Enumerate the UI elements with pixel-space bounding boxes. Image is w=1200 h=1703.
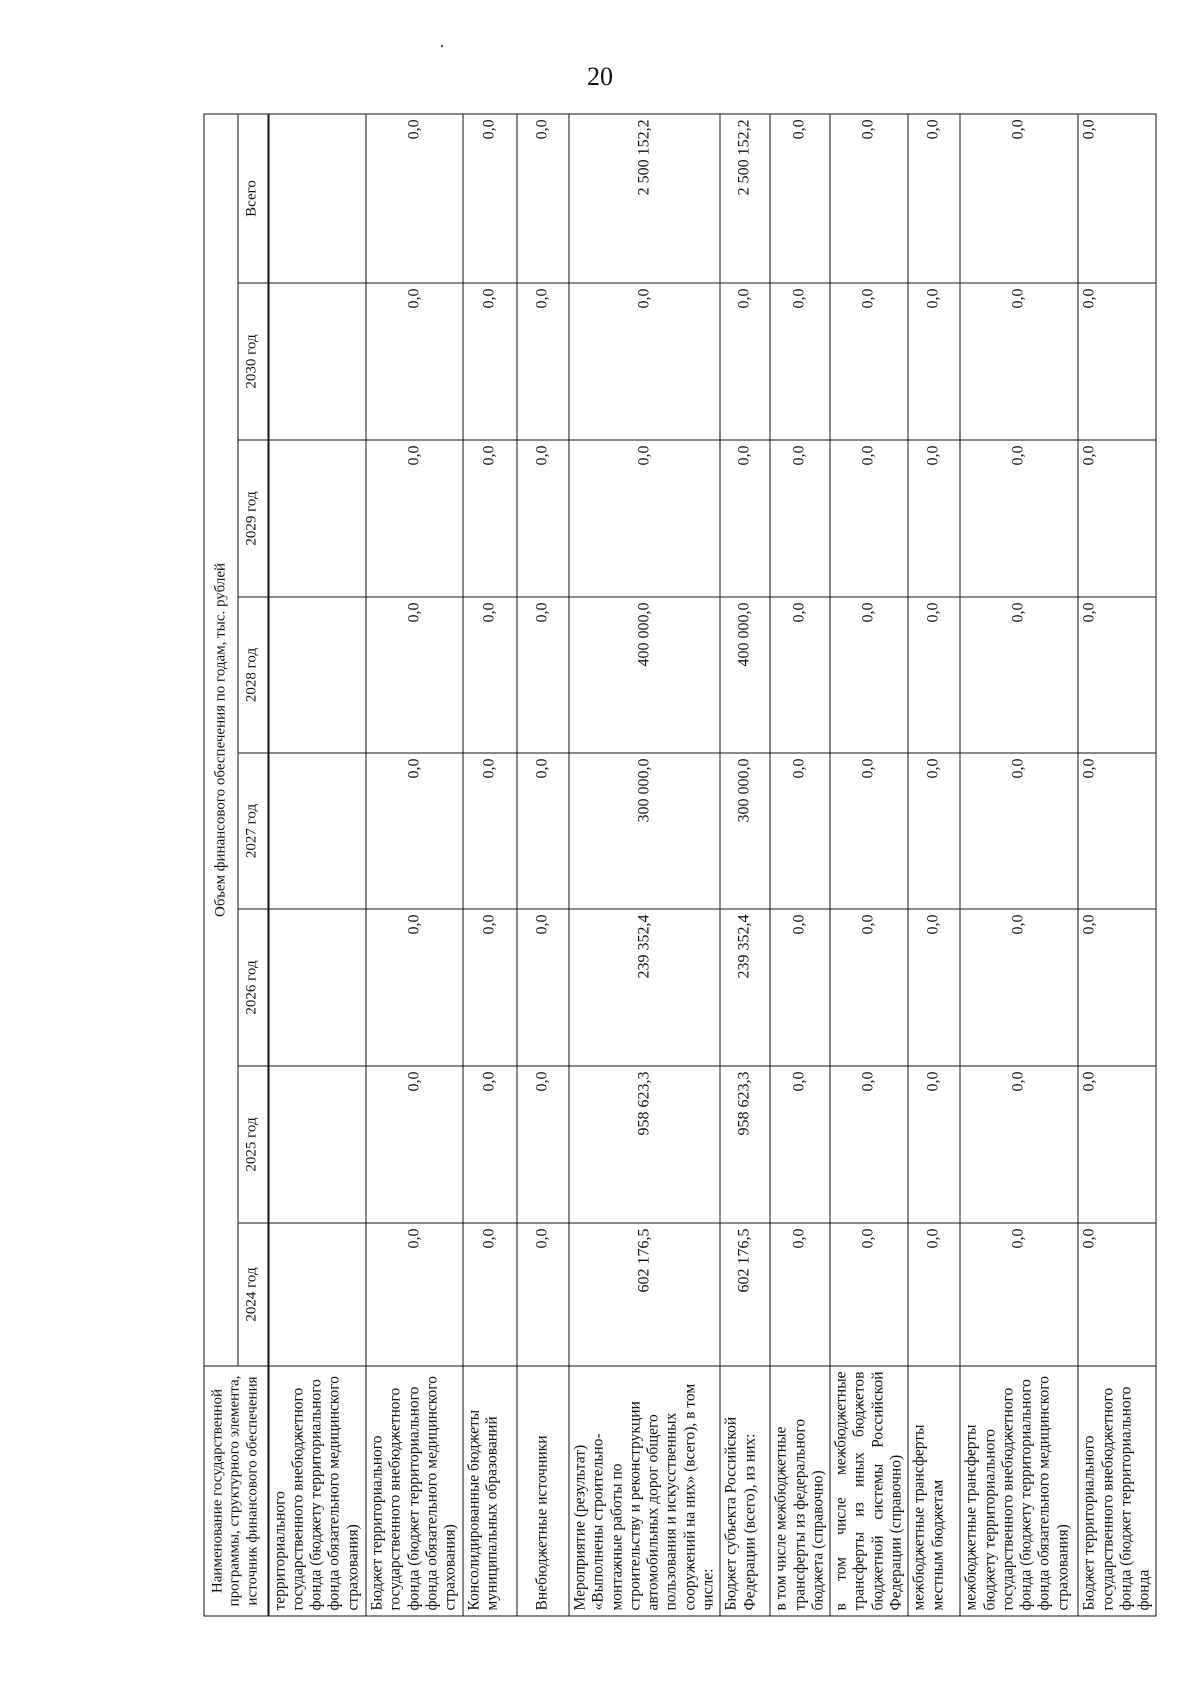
value-cell: 0,0 xyxy=(1078,597,1156,753)
value-cell: 0,0 xyxy=(517,909,569,1066)
value-cell: 0,0 xyxy=(908,1223,960,1366)
value-cell xyxy=(268,597,366,753)
value-cell: 0,0 xyxy=(517,113,569,282)
row-name: в том числе межбюджетные трансферты из иных бюджетов бюджетной системы Российской Федерации (справочно) xyxy=(830,1366,908,1616)
value-cell: 0,0 xyxy=(1078,1223,1156,1366)
value-cell: 300 000,0 xyxy=(720,753,770,909)
header-total: Всего xyxy=(238,113,268,282)
value-cell: 0,0 xyxy=(1078,440,1156,597)
value-cell: 0,0 xyxy=(770,113,830,282)
table-row xyxy=(569,113,720,1615)
header-year-2030: 2030 год xyxy=(238,283,268,440)
row-name: Бюджет территориального государственного внебюджетного фонда (бюджет территориального фонда xyxy=(1078,1366,1156,1616)
value-cell: 0,0 xyxy=(463,440,517,597)
row-name: Консолидированные бюджеты муниципальных образований xyxy=(463,1366,517,1616)
header-year-2024: 2024 год xyxy=(238,1223,268,1366)
table-row xyxy=(366,113,463,1615)
value-cell xyxy=(268,909,366,1066)
value-cell: 0,0 xyxy=(366,440,463,597)
value-cell: 0,0 xyxy=(463,597,517,753)
value-cell: 0,0 xyxy=(960,1223,1078,1366)
value-cell: 0,0 xyxy=(960,753,1078,909)
value-cell: 0,0 xyxy=(770,753,830,909)
value-cell: 400 000,0 xyxy=(569,597,720,753)
value-cell: 0,0 xyxy=(463,113,517,282)
value-cell: 239 352,4 xyxy=(720,909,770,1066)
table-row xyxy=(770,113,830,1615)
value-cell: 0,0 xyxy=(366,113,463,282)
value-cell: 0,0 xyxy=(830,113,908,282)
value-cell xyxy=(268,753,366,909)
header-financing-group: Объем финансового обеспечения по годам, тыс. рублей xyxy=(204,113,238,1365)
table-row xyxy=(517,113,569,1615)
value-cell xyxy=(268,113,366,282)
value-cell: 0,0 xyxy=(770,283,830,440)
value-cell: 0,0 xyxy=(830,597,908,753)
table-header xyxy=(204,113,268,1615)
value-cell: 0,0 xyxy=(720,440,770,597)
value-cell: 0,0 xyxy=(960,283,1078,440)
value-cell: 0,0 xyxy=(770,909,830,1066)
value-cell: 0,0 xyxy=(517,1223,569,1366)
header-year-2029: 2029 год xyxy=(238,440,268,597)
value-cell: 958 623,3 xyxy=(569,1066,720,1223)
value-cell: 2 500 152,2 xyxy=(569,113,720,282)
scan-artifact-dot xyxy=(441,45,443,47)
value-cell: 0,0 xyxy=(830,440,908,597)
value-cell xyxy=(268,1223,366,1366)
value-cell: 0,0 xyxy=(830,283,908,440)
value-cell: 0,0 xyxy=(517,440,569,597)
value-cell: 0,0 xyxy=(770,597,830,753)
value-cell: 0,0 xyxy=(517,1066,569,1223)
value-cell: 958 623,3 xyxy=(720,1066,770,1223)
value-cell: 0,0 xyxy=(1078,753,1156,909)
value-cell: 0,0 xyxy=(830,1066,908,1223)
value-cell: 0,0 xyxy=(770,1066,830,1223)
value-cell: 0,0 xyxy=(960,113,1078,282)
value-cell: 0,0 xyxy=(908,909,960,1066)
value-cell: 0,0 xyxy=(517,753,569,909)
value-cell: 0,0 xyxy=(720,283,770,440)
value-cell: 2 500 152,2 xyxy=(720,113,770,282)
value-cell: 0,0 xyxy=(908,440,960,597)
value-cell: 0,0 xyxy=(1078,909,1156,1066)
value-cell: 0,0 xyxy=(463,1066,517,1223)
budget-table xyxy=(203,113,1156,1616)
value-cell: 0,0 xyxy=(366,597,463,753)
header-year-2027: 2027 год xyxy=(238,753,268,909)
value-cell: 0,0 xyxy=(960,1066,1078,1223)
row-name: Бюджет субъекта Российской Федерации (всего), из них: xyxy=(720,1366,770,1616)
value-cell: 239 352,4 xyxy=(569,909,720,1066)
value-cell: 0,0 xyxy=(517,597,569,753)
row-name: Внебюджетные источники xyxy=(517,1366,569,1616)
value-cell: 0,0 xyxy=(908,753,960,909)
header-year-2025: 2025 год xyxy=(238,1066,268,1223)
table-row xyxy=(960,113,1078,1615)
value-cell: 0,0 xyxy=(463,283,517,440)
value-cell: 0,0 xyxy=(908,1066,960,1223)
table-row xyxy=(720,113,770,1615)
value-cell: 0,0 xyxy=(770,440,830,597)
value-cell: 0,0 xyxy=(830,909,908,1066)
header-year-2026: 2026 год xyxy=(238,909,268,1066)
row-name: межбюджетные трансферты местным бюджетам xyxy=(908,1366,960,1616)
value-cell: 0,0 xyxy=(569,283,720,440)
value-cell: 0,0 xyxy=(463,909,517,1066)
value-cell: 0,0 xyxy=(1078,113,1156,282)
value-cell: 0,0 xyxy=(1078,283,1156,440)
value-cell: 0,0 xyxy=(517,283,569,440)
value-cell: 0,0 xyxy=(830,753,908,909)
value-cell: 0,0 xyxy=(908,283,960,440)
value-cell: 0,0 xyxy=(830,1223,908,1366)
row-name: в том числе межбюджетные трансферты из федерального бюджета (справочно) xyxy=(770,1366,830,1616)
page-number: 20 xyxy=(587,62,613,91)
value-cell: 0,0 xyxy=(366,283,463,440)
value-cell: 0,0 xyxy=(770,1223,830,1366)
value-cell: 0,0 xyxy=(366,1066,463,1223)
table-row xyxy=(463,113,517,1615)
table-body xyxy=(268,113,1156,1615)
table-row xyxy=(908,113,960,1615)
value-cell: 0,0 xyxy=(366,909,463,1066)
value-cell: 602 176,5 xyxy=(569,1223,720,1366)
table-row xyxy=(830,113,908,1615)
table-row xyxy=(268,113,366,1615)
table-row xyxy=(1078,113,1156,1615)
value-cell: 0,0 xyxy=(569,440,720,597)
value-cell: 0,0 xyxy=(908,597,960,753)
value-cell xyxy=(268,1066,366,1223)
budget-table-wrapper xyxy=(203,114,1153,1616)
value-cell xyxy=(268,283,366,440)
value-cell: 0,0 xyxy=(463,753,517,909)
value-cell: 0,0 xyxy=(908,113,960,282)
value-cell: 0,0 xyxy=(366,1223,463,1366)
value-cell xyxy=(268,440,366,597)
row-name: территориального государственного внебюджетного фонда (бюджету территориального фонда обязательного медицинского страхования) xyxy=(268,1366,366,1616)
value-cell: 0,0 xyxy=(1078,1066,1156,1223)
row-name: Мероприятие (результат) «Выполнены строительно-монтажные работы по строительству и реконструкции автомобильных дорог общего пользования и искусственных сооружений на них» (всего), в том числе: xyxy=(569,1366,720,1616)
value-cell: 0,0 xyxy=(366,753,463,909)
row-name: Бюджет территориального государственного внебюджетного фонда (бюджет территориального фонда обязательного медицинского страхования) xyxy=(366,1366,463,1616)
value-cell: 602 176,5 xyxy=(720,1223,770,1366)
value-cell: 400 000,0 xyxy=(720,597,770,753)
value-cell: 0,0 xyxy=(960,440,1078,597)
value-cell: 300 000,0 xyxy=(569,753,720,909)
value-cell: 0,0 xyxy=(960,597,1078,753)
value-cell: 0,0 xyxy=(463,1223,517,1366)
value-cell: 0,0 xyxy=(960,909,1078,1066)
header-name-column: Наименование государственной программы, структурного элемента, источник финансового обеспечения xyxy=(204,1366,268,1616)
header-year-2028: 2028 год xyxy=(238,597,268,753)
row-name: межбюджетные трансферты бюджету территориального государственного внебюджетного фонда (бюджету территориального фонда обязательного медицинского страхования) xyxy=(960,1366,1078,1616)
